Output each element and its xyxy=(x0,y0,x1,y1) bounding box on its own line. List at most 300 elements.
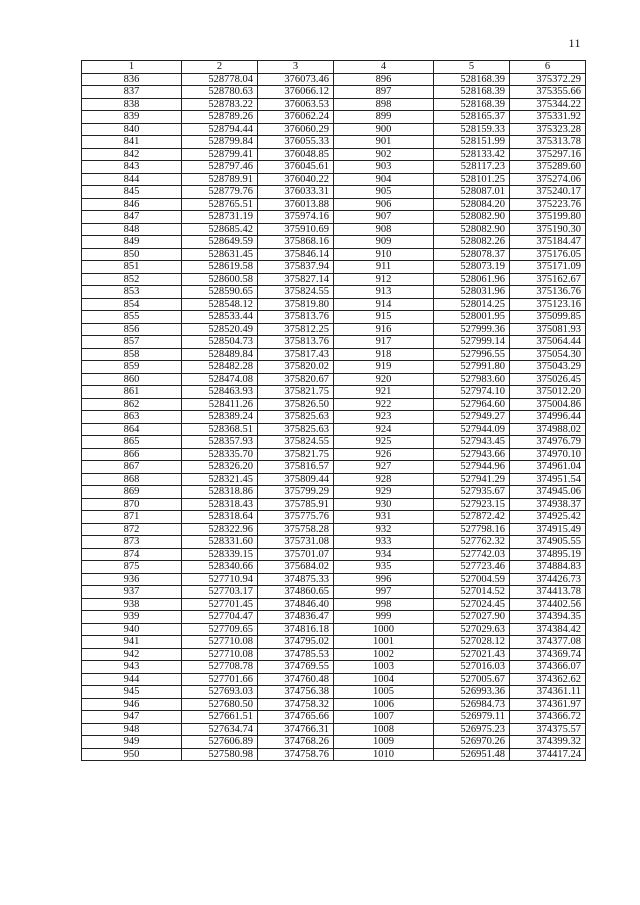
table-cell: 927 xyxy=(334,461,434,474)
table-cell: 859 xyxy=(82,361,182,374)
table-cell: 375812.25 xyxy=(258,323,334,336)
table-cell: 527943.66 xyxy=(434,448,510,461)
table-cell: 375824.55 xyxy=(258,436,334,449)
table-cell: 527991.80 xyxy=(434,361,510,374)
table-cell: 527974.10 xyxy=(434,386,510,399)
table-cell: 526984.73 xyxy=(434,698,510,711)
table-cell: 937 xyxy=(82,586,182,599)
table-cell: 527710.08 xyxy=(182,636,258,649)
table-row xyxy=(82,636,586,649)
table-cell: 375043.29 xyxy=(510,361,586,374)
table-row xyxy=(82,323,586,336)
table-cell: 376033.31 xyxy=(258,186,334,199)
table-cell: 376048.85 xyxy=(258,148,334,161)
table-cell: 906 xyxy=(334,198,434,211)
table-cell: 864 xyxy=(82,423,182,436)
table-cell: 374988.02 xyxy=(510,423,586,436)
table-cell: 376013.88 xyxy=(258,198,334,211)
table-row xyxy=(82,611,586,624)
table-cell: 528151.99 xyxy=(434,136,510,149)
table-row xyxy=(82,73,586,86)
table-cell: 527709.65 xyxy=(182,623,258,636)
table-cell: 527798.16 xyxy=(434,523,510,536)
table-row xyxy=(82,148,586,161)
table-row xyxy=(82,373,586,386)
table-cell: 374399.32 xyxy=(510,736,586,749)
table-cell: 528168.39 xyxy=(434,73,510,86)
table-cell: 376073.46 xyxy=(258,73,334,86)
table-cell: 896 xyxy=(334,73,434,86)
table-row xyxy=(82,273,586,286)
table-cell: 528794.44 xyxy=(182,123,258,136)
table-cell: 943 xyxy=(82,661,182,674)
table-cell: 528797.46 xyxy=(182,161,258,174)
table-cell: 374996.44 xyxy=(510,411,586,424)
table-cell: 527661.51 xyxy=(182,711,258,724)
table-cell: 528474.08 xyxy=(182,373,258,386)
table-cell: 528789.26 xyxy=(182,111,258,124)
table-cell: 528061.96 xyxy=(434,273,510,286)
table-cell: 526970.26 xyxy=(434,736,510,749)
table-cell: 929 xyxy=(334,486,434,499)
table-cell: 850 xyxy=(82,248,182,261)
table-cell: 907 xyxy=(334,211,434,224)
table-cell: 1001 xyxy=(334,636,434,649)
table-cell: 528318.64 xyxy=(182,511,258,524)
table-row xyxy=(82,461,586,474)
table-cell: 527923.15 xyxy=(434,498,510,511)
table-cell: 871 xyxy=(82,511,182,524)
table-cell: 872 xyxy=(82,523,182,536)
table-cell: 375372.29 xyxy=(510,73,586,86)
table-cell: 1005 xyxy=(334,686,434,699)
table-cell: 528339.15 xyxy=(182,548,258,561)
table-cell: 1000 xyxy=(334,623,434,636)
column-header: 1 xyxy=(82,61,182,74)
table-cell: 867 xyxy=(82,461,182,474)
table-cell: 375240.17 xyxy=(510,186,586,199)
table-cell: 1007 xyxy=(334,711,434,724)
table-cell: 928 xyxy=(334,473,434,486)
table-cell: 528326.20 xyxy=(182,461,258,474)
table-cell: 375837.94 xyxy=(258,261,334,274)
table-cell: 996 xyxy=(334,573,434,586)
table-cell: 375289.60 xyxy=(510,161,586,174)
table-cell: 374758.32 xyxy=(258,698,334,711)
table-cell: 375313.78 xyxy=(510,136,586,149)
table-cell: 998 xyxy=(334,598,434,611)
table-cell: 375827.14 xyxy=(258,273,334,286)
table-cell: 527999.14 xyxy=(434,336,510,349)
table-cell: 374756.38 xyxy=(258,686,334,699)
table-cell: 853 xyxy=(82,286,182,299)
table-header-row xyxy=(82,61,586,74)
table-cell: 861 xyxy=(82,386,182,399)
table-cell: 376066.12 xyxy=(258,86,334,99)
table-cell: 375323.28 xyxy=(510,123,586,136)
table-cell: 527949.27 xyxy=(434,411,510,424)
table-cell: 857 xyxy=(82,336,182,349)
table-cell: 375026.45 xyxy=(510,373,586,386)
table-row xyxy=(82,661,586,674)
table-row xyxy=(82,686,586,699)
table-cell: 375099.85 xyxy=(510,311,586,324)
table-cell: 375846.14 xyxy=(258,248,334,261)
table-cell: 898 xyxy=(334,98,434,111)
table-cell: 527004.59 xyxy=(434,573,510,586)
table-cell: 528318.43 xyxy=(182,498,258,511)
table-cell: 842 xyxy=(82,148,182,161)
table-cell: 918 xyxy=(334,348,434,361)
table-row xyxy=(82,348,586,361)
table-cell: 838 xyxy=(82,98,182,111)
table-cell: 836 xyxy=(82,73,182,86)
table-cell: 935 xyxy=(334,561,434,574)
table-cell: 901 xyxy=(334,136,434,149)
table-cell: 374361.11 xyxy=(510,686,586,699)
table-cell: 528783.22 xyxy=(182,98,258,111)
table-cell: 528082.90 xyxy=(434,211,510,224)
table-row xyxy=(82,261,586,274)
table-row xyxy=(82,486,586,499)
page-number: 11 xyxy=(568,36,581,50)
table-cell: 528619.58 xyxy=(182,261,258,274)
table-cell: 374951.54 xyxy=(510,473,586,486)
table-row xyxy=(82,336,586,349)
table-cell: 374816.18 xyxy=(258,623,334,636)
table-cell: 527943.45 xyxy=(434,436,510,449)
table-cell: 527742.03 xyxy=(434,548,510,561)
table-cell: 374915.49 xyxy=(510,523,586,536)
table-cell: 375974.16 xyxy=(258,211,334,224)
table-cell: 374895.19 xyxy=(510,548,586,561)
table-cell: 528168.39 xyxy=(434,86,510,99)
table-cell: 527710.08 xyxy=(182,648,258,661)
table-cell: 527964.60 xyxy=(434,398,510,411)
table-row xyxy=(82,198,586,211)
table-cell: 374394.35 xyxy=(510,611,586,624)
table-cell: 374945.06 xyxy=(510,486,586,499)
table-cell: 375809.44 xyxy=(258,473,334,486)
table-cell: 908 xyxy=(334,223,434,236)
table-cell: 527983.60 xyxy=(434,373,510,386)
table-cell: 528340.66 xyxy=(182,561,258,574)
coordinates-table xyxy=(81,60,586,761)
table-cell: 528322.96 xyxy=(182,523,258,536)
table-cell: 945 xyxy=(82,686,182,699)
table-cell: 527704.47 xyxy=(182,611,258,624)
table-cell: 374970.10 xyxy=(510,448,586,461)
table-cell: 912 xyxy=(334,273,434,286)
table-cell: 527021.43 xyxy=(434,648,510,661)
table-cell: 527005.67 xyxy=(434,673,510,686)
table-cell: 375123.16 xyxy=(510,298,586,311)
table-cell: 374375.57 xyxy=(510,723,586,736)
table-cell: 375758.28 xyxy=(258,523,334,536)
table-cell: 374366.72 xyxy=(510,711,586,724)
table-cell: 911 xyxy=(334,261,434,274)
table-cell: 375868.16 xyxy=(258,236,334,249)
column-header: 2 xyxy=(182,61,258,74)
table-row xyxy=(82,298,586,311)
table-row xyxy=(82,411,586,424)
table-cell: 374769.55 xyxy=(258,661,334,674)
table-cell: 875 xyxy=(82,561,182,574)
table-cell: 374426.73 xyxy=(510,573,586,586)
table-cell: 528411.26 xyxy=(182,398,258,411)
table-row xyxy=(82,98,586,111)
table-row xyxy=(82,748,586,761)
table-cell: 528331.60 xyxy=(182,536,258,549)
table-cell: 374836.47 xyxy=(258,611,334,624)
table-cell: 528073.19 xyxy=(434,261,510,274)
table-cell: 868 xyxy=(82,473,182,486)
table-cell: 375799.29 xyxy=(258,486,334,499)
table-cell: 863 xyxy=(82,411,182,424)
table-cell: 527999.36 xyxy=(434,323,510,336)
table-row xyxy=(82,548,586,561)
table-cell: 374362.62 xyxy=(510,673,586,686)
table-cell: 375136.76 xyxy=(510,286,586,299)
table-cell: 922 xyxy=(334,398,434,411)
table-cell: 855 xyxy=(82,311,182,324)
table-cell: 528463.93 xyxy=(182,386,258,399)
table-cell: 870 xyxy=(82,498,182,511)
table-cell: 926 xyxy=(334,448,434,461)
table-cell: 528117.23 xyxy=(434,161,510,174)
table-cell: 528799.41 xyxy=(182,148,258,161)
table-cell: 528731.19 xyxy=(182,211,258,224)
table-cell: 843 xyxy=(82,161,182,174)
table-cell: 528780.63 xyxy=(182,86,258,99)
table-cell: 528765.51 xyxy=(182,198,258,211)
table-cell: 837 xyxy=(82,86,182,99)
table-cell: 997 xyxy=(334,586,434,599)
table-cell: 374961.04 xyxy=(510,461,586,474)
table-cell: 375731.08 xyxy=(258,536,334,549)
table-row xyxy=(82,173,586,186)
table-cell: 375081.93 xyxy=(510,323,586,336)
table-cell: 865 xyxy=(82,436,182,449)
table-cell: 527016.03 xyxy=(434,661,510,674)
table-cell: 527606.89 xyxy=(182,736,258,749)
table-row xyxy=(82,598,586,611)
table-cell: 374846.40 xyxy=(258,598,334,611)
table-cell: 375274.06 xyxy=(510,173,586,186)
table-cell: 375910.69 xyxy=(258,223,334,236)
table-cell: 1006 xyxy=(334,698,434,711)
table-row xyxy=(82,536,586,549)
table-row xyxy=(82,498,586,511)
table-cell: 375826.50 xyxy=(258,398,334,411)
table-cell: 375355.66 xyxy=(510,86,586,99)
table-row xyxy=(82,711,586,724)
table-cell: 851 xyxy=(82,261,182,274)
table-cell: 375813.76 xyxy=(258,336,334,349)
table-cell: 852 xyxy=(82,273,182,286)
table-cell: 374938.37 xyxy=(510,498,586,511)
table-cell: 527944.96 xyxy=(434,461,510,474)
table-cell: 527935.67 xyxy=(434,486,510,499)
table-cell: 527996.55 xyxy=(434,348,510,361)
table-cell: 528778.04 xyxy=(182,73,258,86)
table-cell: 904 xyxy=(334,173,434,186)
table-cell: 948 xyxy=(82,723,182,736)
table-cell: 528078.37 xyxy=(434,248,510,261)
table-cell: 374925.42 xyxy=(510,511,586,524)
table-row xyxy=(82,161,586,174)
table-cell: 375004.86 xyxy=(510,398,586,411)
table-cell: 528101.25 xyxy=(434,173,510,186)
table-cell: 527708.78 xyxy=(182,661,258,674)
table-cell: 528001.95 xyxy=(434,311,510,324)
table-row xyxy=(82,223,586,236)
table-cell: 374884.83 xyxy=(510,561,586,574)
table-cell: 526951.48 xyxy=(434,748,510,761)
table-cell: 374413.78 xyxy=(510,586,586,599)
table-cell: 940 xyxy=(82,623,182,636)
table-cell: 374417.24 xyxy=(510,748,586,761)
table-cell: 939 xyxy=(82,611,182,624)
table-cell: 374402.56 xyxy=(510,598,586,611)
table-cell: 527944.09 xyxy=(434,423,510,436)
table-cell: 844 xyxy=(82,173,182,186)
table-cell: 1008 xyxy=(334,723,434,736)
table-cell: 376045.61 xyxy=(258,161,334,174)
table-cell: 374905.55 xyxy=(510,536,586,549)
table-cell: 376062.24 xyxy=(258,111,334,124)
table-row xyxy=(82,511,586,524)
table-cell: 375012.20 xyxy=(510,386,586,399)
table-cell: 375684.02 xyxy=(258,561,334,574)
table-cell: 375064.44 xyxy=(510,336,586,349)
table-cell: 528087.01 xyxy=(434,186,510,199)
table-cell: 376063.53 xyxy=(258,98,334,111)
table-body xyxy=(82,73,586,761)
table-cell: 375785.91 xyxy=(258,498,334,511)
table-cell: 375825.63 xyxy=(258,423,334,436)
table-cell: 527693.03 xyxy=(182,686,258,699)
table-row xyxy=(82,573,586,586)
table-cell: 375813.76 xyxy=(258,311,334,324)
table-cell: 374369.74 xyxy=(510,648,586,661)
table-cell: 1010 xyxy=(334,748,434,761)
table-cell: 528084.20 xyxy=(434,198,510,211)
table-cell: 527701.66 xyxy=(182,673,258,686)
table-cell: 1004 xyxy=(334,673,434,686)
table-cell: 375821.75 xyxy=(258,386,334,399)
table-row xyxy=(82,123,586,136)
table-cell: 374765.66 xyxy=(258,711,334,724)
table-cell: 999 xyxy=(334,611,434,624)
table-row xyxy=(82,723,586,736)
table-cell: 874 xyxy=(82,548,182,561)
table-cell: 528649.59 xyxy=(182,236,258,249)
table-row xyxy=(82,248,586,261)
table-cell: 913 xyxy=(334,286,434,299)
table-row xyxy=(82,398,586,411)
table-cell: 375820.67 xyxy=(258,373,334,386)
table-cell: 527723.46 xyxy=(434,561,510,574)
table-cell: 946 xyxy=(82,698,182,711)
table-cell: 528318.86 xyxy=(182,486,258,499)
table-cell: 527703.17 xyxy=(182,586,258,599)
table-cell: 919 xyxy=(334,361,434,374)
table-cell: 374361.97 xyxy=(510,698,586,711)
table-row xyxy=(82,586,586,599)
table-cell: 930 xyxy=(334,498,434,511)
table-cell: 375817.43 xyxy=(258,348,334,361)
table-cell: 933 xyxy=(334,536,434,549)
table-cell: 858 xyxy=(82,348,182,361)
table-cell: 942 xyxy=(82,648,182,661)
table-cell: 921 xyxy=(334,386,434,399)
table-cell: 925 xyxy=(334,436,434,449)
table-cell: 897 xyxy=(334,86,434,99)
table-row xyxy=(82,648,586,661)
table-cell: 910 xyxy=(334,248,434,261)
table-row xyxy=(82,361,586,374)
table-cell: 527941.29 xyxy=(434,473,510,486)
table-cell: 873 xyxy=(82,536,182,549)
table-row xyxy=(82,186,586,199)
table-cell: 527014.52 xyxy=(434,586,510,599)
table-row xyxy=(82,436,586,449)
table-cell: 375820.02 xyxy=(258,361,334,374)
table-cell: 845 xyxy=(82,186,182,199)
table-cell: 949 xyxy=(82,736,182,749)
table-cell: 375821.75 xyxy=(258,448,334,461)
table-cell: 376060.29 xyxy=(258,123,334,136)
table-cell: 375331.92 xyxy=(510,111,586,124)
table-row xyxy=(82,448,586,461)
table-cell: 527701.45 xyxy=(182,598,258,611)
table-cell: 375344.22 xyxy=(510,98,586,111)
table-row xyxy=(82,673,586,686)
column-header: 3 xyxy=(258,61,334,74)
table-cell: 527580.98 xyxy=(182,748,258,761)
table-cell: 374785.53 xyxy=(258,648,334,661)
table-cell: 848 xyxy=(82,223,182,236)
table-cell: 375054.30 xyxy=(510,348,586,361)
table-cell: 528600.58 xyxy=(182,273,258,286)
table-cell: 916 xyxy=(334,323,434,336)
table-cell: 528368.51 xyxy=(182,423,258,436)
table-cell: 527680.50 xyxy=(182,698,258,711)
table-row xyxy=(82,698,586,711)
table-cell: 527634.74 xyxy=(182,723,258,736)
table-cell: 528133.42 xyxy=(434,148,510,161)
table-cell: 914 xyxy=(334,298,434,311)
table-cell: 944 xyxy=(82,673,182,686)
table-cell: 528520.49 xyxy=(182,323,258,336)
table-cell: 900 xyxy=(334,123,434,136)
table-cell: 950 xyxy=(82,748,182,761)
table-cell: 849 xyxy=(82,236,182,249)
table-row xyxy=(82,86,586,99)
table-cell: 839 xyxy=(82,111,182,124)
table-cell: 375199.80 xyxy=(510,211,586,224)
table-cell: 375824.55 xyxy=(258,286,334,299)
table-cell: 375176.05 xyxy=(510,248,586,261)
table-cell: 374758.76 xyxy=(258,748,334,761)
table-cell: 374366.07 xyxy=(510,661,586,674)
table-row xyxy=(82,136,586,149)
table-cell: 528165.37 xyxy=(434,111,510,124)
column-header: 6 xyxy=(510,61,586,74)
table-cell: 947 xyxy=(82,711,182,724)
table-cell: 528489.84 xyxy=(182,348,258,361)
